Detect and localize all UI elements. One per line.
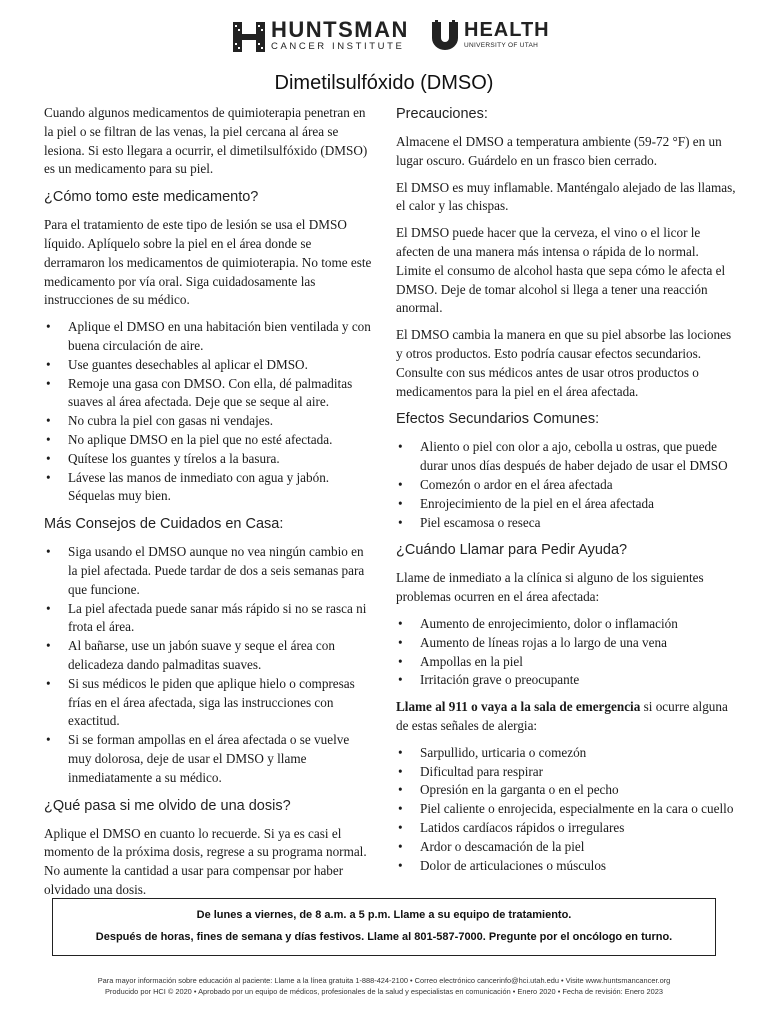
how-heading: ¿Cómo tomo este medicamento? [44,189,259,206]
list-item: • No cubra la piel con gasas ni vendajes. [44,412,374,431]
uhealth-logo [430,20,550,50]
call-help-list [396,615,736,690]
list-item: • Irritación grave o preocupante [396,671,736,690]
contact-afterhours-line: Después de horas, fines de semana y días festivos. Llame al 801-587-7000. Pregunte por el oncólogo en turno. [95,931,673,943]
list-item: • Ardor o descamación de la piel [396,838,736,857]
list-item: • Si sus médicos le piden que aplique hielo o compresas frías en el área afectada, siga las instrucciones con exactitud. [44,675,374,731]
page-title: Dimetilsulfóxido (DMSO) [274,72,494,94]
emergency-rest: si ocurre alguna de estas señales de alergia: [396,699,728,733]
missed-dose-heading: ¿Qué pasa si me olvido de una dosis? [44,797,291,814]
list-item: • Remoje una gasa con DMSO. Con ella, dé palmaditas suaves al área afectada. Deje que se seque al aire. [44,375,374,413]
list-item: • Si se forman ampollas en el área afectada o se vuelve muy dolorosa, deje de usar el DMSO y llame inmediatamente a su médico. [44,731,374,787]
footer [0,975,768,997]
huntsman-name: HUNTSMAN [271,17,409,42]
list-item: • Siga usando el DMSO aunque no vea ningún cambio en la piel afectada. Puede tardar de dos a seis semanas para que funcione. [44,543,374,599]
list-item: • Aplique el DMSO en una habitación bien ventilada y con buena circulación de aire. [44,318,374,356]
list-item: • Aliento o piel con olor a ajo, cebolla u ostras, que puede durar unos días después de haber dejado de usar el DMSO [396,438,736,476]
list-item: • Dolor de articulaciones o músculos [396,857,736,876]
list-item: • Enrojecimiento de la piel en el área afectada [396,495,736,514]
left-column [44,104,374,908]
contact-weekday-line: De lunes a viernes, de 8 a.m. a 5 p.m. Llame a su equipo de tratamiento. [196,909,572,921]
precaution-paragraph: Almacene el DMSO a temperatura ambiente (59-72 °F) en un lugar oscuro. Guárdelo en un frasco bien cerrado. [396,134,722,168]
list-item: • Aumento de enrojecimiento, dolor o inflamación [396,615,736,634]
list-item: • Ampollas en la piel [396,653,736,672]
side-effects-list [396,438,736,532]
list-item: • Use guantes desechables al aplicar el DMSO. [44,356,374,375]
tips-heading: Más Consejos de Cuidados en Casa: [44,516,284,533]
footer-line-1: Para mayor información sobre educación al paciente: Llame a la línea gratuita 1-888-424-2100 • Correo electrónico cancerinfo@hci.utah.edu • Visite www.huntsmancancer.org [97,976,671,985]
list-item: • Dificultad para respirar [396,763,736,782]
list-item: • Aumento de líneas rojas a lo largo de una vena [396,634,736,653]
list-item: • No aplique DMSO en la piel que no esté afectada. [44,431,374,450]
list-item: • Piel escamosa o reseca [396,514,736,533]
call-help-heading: ¿Cuándo Llamar para Pedir Ayuda? [396,542,628,559]
footer-line-2: Producido por HCI © 2020 • Aprobado por un equipo de médicos, profesionales de la salud y especialistas en comunicación • Enero 2020 • Fecha de revisión: Enero 2023 [105,987,663,996]
list-item: • Comezón o ardor en el área afectada [396,476,736,495]
right-column [396,104,736,883]
list-item: • Sarpullido, urticaria o comezón [396,744,736,763]
list-item: • Quítese los guantes y tírelos a la basura. [44,450,374,469]
precaution-paragraph: El DMSO cambia la manera en que su piel absorbe las lociones y otros productos. Esto podría causar efectos secundarios. Consulte con sus médicos antes de usar otros productos o medicamentos para la piel en el área afectada. [396,327,732,399]
list-item: • Al bañarse, use un jabón suave y seque el área con delicadeza dando palmaditas suaves. [44,637,374,675]
list-item: • Lávese las manos de inmediato con agua y jabón. Séquelas muy bien. [44,469,374,507]
how-list [44,318,374,506]
huntsman-mark-icon [233,22,265,52]
missed-dose-paragraph: Aplique el DMSO en cuanto lo recuerde. Si ya es casi el momento de la próxima dosis, regrese a su programa normal. No aumente la cantidad a usar para compensar por haber olvidado una dosis. [44,825,367,897]
tips-list [44,543,374,787]
emergency-paragraph [396,698,736,736]
uhealth-sub: UNIVERSITY OF UTAH [464,42,539,49]
side-effects-heading: Efectos Secundarios Comunes: [396,411,600,428]
allergy-list [396,744,736,876]
list-item: • Piel caliente o enrojecida, especialmente en la cara o cuello [396,800,736,819]
precautions-heading: Precauciones: [396,106,488,122]
list-item: • La piel afectada puede sanar más rápido si no se rasca ni frota el área. [44,600,374,638]
huntsman-sub: CANCER INSTITUTE [271,41,405,52]
list-item: • Latidos cardíacos rápidos o irregulares [396,819,736,838]
contact-box [52,898,716,956]
huntsman-logo [233,17,409,53]
intro-paragraph: Cuando algunos medicamentos de quimioterapia penetran en la piel o se filtran de las venas, la piel cercana al área se lesiona. Si esto llegara a ocurrir, el dimetilsulfóxido (DMSO) es un medicamento para su piel. [44,105,368,177]
how-paragraph: Para el tratamiento de este tipo de lesión se usa el DMSO líquido. Aplíquelo sobre la piel en el área donde se derramaron los medicamentos de quimioterapia. No tome este medicamento por vía oral. Siga cuidadosamente las instrucciones de su médico. [44,217,372,308]
emergency-bold: Llame al 911 o vaya a la sala de emergencia [396,699,641,715]
call-help-paragraph: Llame de inmediato a la clínica si alguno de los siguientes problemas ocurren en el área afectada: [396,570,704,605]
list-item: • Opresión en la garganta o en el pecho [396,781,736,800]
header-logos [0,17,768,54]
uhealth-name: HEALTH [464,19,550,41]
uhealth-mark-icon [430,20,460,50]
precaution-paragraph: El DMSO puede hacer que la cerveza, el vino o el licor le afecten de una manera más intensa o rápida de lo normal. Limite el consumo de alcohol hasta que sepa cómo le afecta el DMSO. Deje de tomar alcohol si llega a tener una reacción anormal. [396,225,726,316]
precaution-paragraph: El DMSO es muy inflamable. Manténgalo alejado de las llamas, el calor y las chispas. [396,179,736,214]
